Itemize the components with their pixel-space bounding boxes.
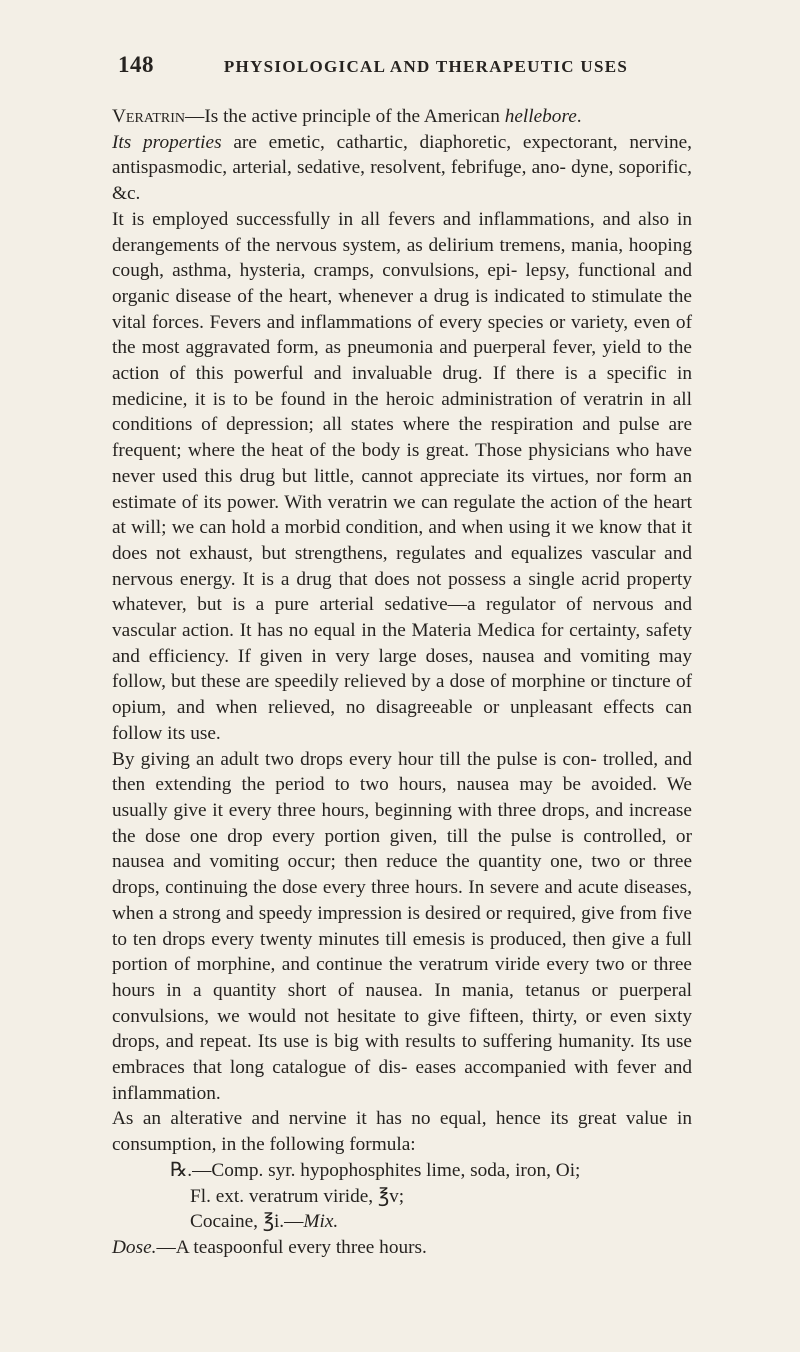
running-head: PHYSIOLOGICAL AND THERAPEUTIC USES bbox=[223, 57, 629, 76]
body-text bbox=[112, 104, 692, 1261]
page-number: 148 bbox=[118, 52, 154, 77]
formula-line bbox=[170, 1209, 692, 1235]
paragraph-dosage: By giving an adult two drops every hour till the pulse is con- trolled, and then extending the period to two hours, nausea may be avoided. We usually give it every three hours, beginning with three drops, and increase the dose one drop every portion given, till the pulse is controlled, or nausea and vomiting occur; then reduce the quantity one, two or three drops, continuing the dose every three hours. In severe and acute diseases, when a strong and speedy impression is desired or required, give from five to ten drops every twenty minutes till emesis is produced, then give a full portion of morphine, and continue the veratrum viride every two or three hours in a quantity short of nausea. In mania, tetanus or puerperal convulsions, we would not hesitate to give fifteen, thirty, or even sixty drops, and repeat. Its use is big with results to suffering humanity. Its use embraces that long catalogue of dis- eases accompanied with fever and inflammation. bbox=[112, 748, 692, 1104]
formula bbox=[112, 1158, 692, 1235]
formula-line: ℞.—Comp. syr. hypophosphites lime, soda, iron, Oi; bbox=[170, 1159, 581, 1181]
entry-plant: hellebore bbox=[504, 106, 577, 127]
dose-line bbox=[112, 1235, 692, 1261]
dose-text: —A teaspoonful every three hours. bbox=[156, 1236, 427, 1258]
entry-term: Veratrin bbox=[112, 106, 186, 127]
properties-text: are emetic, cathartic, diaphoretic, expectorant, nervine, antispasmodic, arterial, sedative, resolvent, febrifuge, ano- dyne, soporific, &c. bbox=[112, 131, 692, 205]
paragraph-alterative: As an alterative and nervine it has no equal, hence its great value in consumption, in the following formula: bbox=[112, 1108, 692, 1156]
entry-intro: —Is the active principle of the American bbox=[185, 106, 505, 127]
formula-last-line: Cocaine, ℥i.— bbox=[190, 1211, 304, 1233]
formula-mix: Mix. bbox=[303, 1211, 339, 1233]
dose-label: Dose. bbox=[112, 1236, 157, 1258]
entry-intro-end: . bbox=[576, 106, 582, 127]
paragraph-uses: It is employed successfully in all fevers and inflammations, and also in derangements of the nervous system, as delirium tremens, mania, hooping cough, asthma, hysteria, cramps, convulsions, epi- lepsy, functional and organic disease of the heart, whenever a drug is indicated to stimulate the vital forces. Fevers and inflammations of every species or variety, even of the most aggravated form, as pneumonia and puerperal fever, yield to the action of this powerful and invaluable drug. If there is a specific in medicine, it is to be found in the heroic administration of veratrin in all conditions of depression; all states where the respiration and pulse are frequent; where the heat of the body is great. Those physicians who have never used this drug but little, cannot appreciate its virtues, nor form an estimate of its power. With veratrin we can regulate the action of the heart at will; we can hold a morbid condition, and when using it we know that it does not exhaust, but strengthens, regulates and equalizes vascular and nervous energy. It is a drug that does not possess a single acrid property whatever, but is a pure arterial sedative—a regulator of nervous and vascular action. It has no equal in the Materia Medica for certainty, safety and efficiency. If given in very large doses, nausea and vomiting may follow, but these are speedily relieved by a dose of morphine or tincture of opium, and when relieved, no disagreeable or unpleasant effects can follow its use. bbox=[112, 208, 692, 744]
formula-line: Fl. ext. veratrum viride, ℥v; bbox=[190, 1185, 405, 1207]
properties-label: Its properties bbox=[112, 131, 222, 153]
entry-paragraph bbox=[112, 104, 692, 207]
